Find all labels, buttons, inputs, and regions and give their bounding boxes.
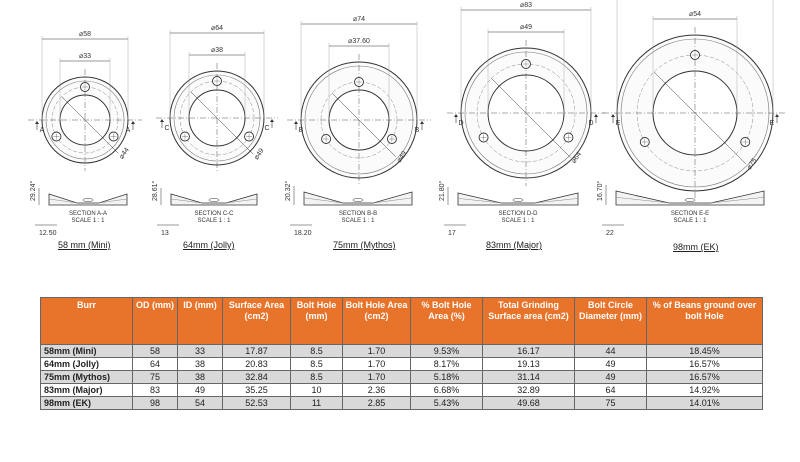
section-marker-letter: B xyxy=(298,127,304,134)
id-dimension-label: ⌀37.60 xyxy=(348,38,370,45)
od-dimension-label: ⌀58 xyxy=(78,31,92,38)
table-cell: 64mm (Jolly) xyxy=(41,358,133,371)
section-marker-letter: E xyxy=(769,120,775,127)
table-cell: 19.13 xyxy=(483,358,575,371)
bolt-circle-label: ⌀49 xyxy=(395,150,409,165)
section-bore xyxy=(353,198,363,201)
table-cell: 11 xyxy=(291,397,343,410)
table-header-row xyxy=(41,298,763,345)
section-arrow-head xyxy=(775,114,779,117)
id-dimension-label: ⌀38 xyxy=(210,47,224,54)
section-scale: SCALE 1 : 1 xyxy=(501,218,535,224)
bolt-circle-label: ⌀75 xyxy=(745,157,759,172)
section-title: SECTION D-D xyxy=(498,211,538,217)
section-scale: SCALE 1 : 1 xyxy=(71,218,105,224)
table-cell: 49 xyxy=(575,358,647,371)
table-cell: 1.70 xyxy=(343,371,411,384)
table-cell: 49 xyxy=(575,371,647,384)
table-row xyxy=(41,397,763,410)
column-header: Bolt Hole (mm) xyxy=(291,298,343,345)
burr-caption: 58 mm (Mini) xyxy=(58,240,111,250)
bolt-circle-label: ⌀44 xyxy=(118,146,131,161)
table-cell: 17.87 xyxy=(223,345,291,358)
section-marker-letter: D xyxy=(458,120,464,127)
section-marker-letter: C xyxy=(164,125,170,132)
section-title: SECTION A-A xyxy=(68,211,108,217)
table-cell: 49 xyxy=(178,384,223,397)
angle-dimension-label: 16.70° xyxy=(597,180,604,201)
column-header: Bolt Hole Area (cm2) xyxy=(343,298,411,345)
section-arrow-head xyxy=(611,114,615,117)
table-row xyxy=(41,345,763,358)
angle-dimension-label: 21.80° xyxy=(439,180,446,201)
table-row xyxy=(41,384,763,397)
id-dimension-label: ⌀49 xyxy=(519,24,533,31)
table-cell: 98 xyxy=(133,397,178,410)
section-bore xyxy=(685,198,695,201)
column-header: Bolt Circle Diameter (mm) xyxy=(575,298,647,345)
od-dimension-label: ⌀83 xyxy=(519,2,533,9)
table-cell: 54 xyxy=(178,397,223,410)
table-cell: 8.5 xyxy=(291,345,343,358)
od-dimension-label: ⌀74 xyxy=(352,16,366,23)
table-cell: 58 xyxy=(133,345,178,358)
table-cell: 9.53% xyxy=(411,345,483,358)
table-cell: 18.45% xyxy=(647,345,763,358)
table-cell: 52.53 xyxy=(223,397,291,410)
section-marker-letter: C xyxy=(264,125,270,132)
burr-spec-table xyxy=(40,297,763,410)
table-cell: 5.18% xyxy=(411,371,483,384)
section-scale: SCALE 1 : 1 xyxy=(673,218,707,224)
burr-caption: 83mm (Major) xyxy=(486,240,543,250)
table-cell: 58mm (Mini) xyxy=(41,345,133,358)
angle-dimension-label: 29.24° xyxy=(30,180,37,201)
table-cell: 75mm (Mythos) xyxy=(41,371,133,384)
table-cell: 8.17% xyxy=(411,358,483,371)
table-row xyxy=(41,358,763,371)
table-cell: 20.83 xyxy=(223,358,291,371)
height-dimension-label: 22 xyxy=(606,230,614,237)
height-dimension-label: 13 xyxy=(161,230,169,237)
height-dimension-label: 12.50 xyxy=(39,230,57,237)
burr-caption: 98mm (EK) xyxy=(673,242,719,252)
column-header: Surface Area (cm2) xyxy=(223,298,291,345)
table-cell: 33 xyxy=(178,345,223,358)
section-profile xyxy=(49,194,127,205)
column-header: % Bolt Hole Area (%) xyxy=(411,298,483,345)
column-header: % of Beans ground over bolt Hole xyxy=(647,298,763,345)
table-row xyxy=(41,371,763,384)
table-cell: 64 xyxy=(133,358,178,371)
burr-caption: 64mm (Jolly) xyxy=(183,240,235,250)
table-cell: 5.43% xyxy=(411,397,483,410)
section-profile xyxy=(616,191,764,205)
table-cell: 98mm (EK) xyxy=(41,397,133,410)
section-bore xyxy=(209,198,219,201)
section-arrow-head xyxy=(270,119,274,122)
section-profile xyxy=(458,193,578,205)
table-cell: 14.92% xyxy=(647,384,763,397)
column-header: ID (mm) xyxy=(178,298,223,345)
table-cell: 44 xyxy=(575,345,647,358)
section-scale: SCALE 1 : 1 xyxy=(197,218,231,224)
od-dimension-label: ⌀64 xyxy=(210,25,224,32)
table-cell: 14.01% xyxy=(647,397,763,410)
table-cell: 1.70 xyxy=(343,345,411,358)
section-marker-letter: A xyxy=(125,127,131,134)
table-cell: 83mm (Major) xyxy=(41,384,133,397)
section-arrow-head xyxy=(594,114,598,117)
section-marker-letter: A xyxy=(39,127,45,134)
table-cell: 8.5 xyxy=(291,371,343,384)
id-dimension-label: ⌀54 xyxy=(688,11,702,18)
section-arrow-head xyxy=(160,119,164,122)
table-cell: 8.5 xyxy=(291,358,343,371)
bolt-circle-label: ⌀64 xyxy=(570,150,584,165)
table-cell: 1.70 xyxy=(343,358,411,371)
section-scale: SCALE 1 : 1 xyxy=(341,218,375,224)
section-bore xyxy=(513,198,523,201)
table-cell: 38 xyxy=(178,371,223,384)
section-title: SECTION B-B xyxy=(338,211,378,217)
bolt-circle-label: ⌀49 xyxy=(253,147,266,162)
section-marker-letter: E xyxy=(615,120,621,127)
angle-dimension-label: 28.61° xyxy=(152,180,159,201)
column-header: Total Grinding Surface area (cm2) xyxy=(483,298,575,345)
table-cell: 64 xyxy=(575,384,647,397)
table-cell: 75 xyxy=(133,371,178,384)
section-bore xyxy=(83,198,93,201)
section-arrow-head xyxy=(131,121,135,124)
table-cell: 2.36 xyxy=(343,384,411,397)
section-marker-letter: B xyxy=(414,127,420,134)
section-arrow-head xyxy=(294,121,298,124)
section-arrow-head xyxy=(420,121,424,124)
section-title: SECTION C-C xyxy=(194,211,234,217)
column-header: Burr xyxy=(41,298,133,345)
table-cell: 10 xyxy=(291,384,343,397)
table-cell: 2.85 xyxy=(343,397,411,410)
table-cell: 75 xyxy=(575,397,647,410)
table-cell: 32.84 xyxy=(223,371,291,384)
table-cell: 6.68% xyxy=(411,384,483,397)
table-cell: 49.68 xyxy=(483,397,575,410)
burr-caption: 75mm (Mythos) xyxy=(333,240,396,250)
height-dimension-label: 18.20 xyxy=(294,230,312,237)
table-cell: 16.57% xyxy=(647,371,763,384)
section-title: SECTION E-E xyxy=(670,211,710,217)
table-cell: 16.17 xyxy=(483,345,575,358)
table-cell: 32.89 xyxy=(483,384,575,397)
table-cell: 35.25 xyxy=(223,384,291,397)
section-arrow-head xyxy=(35,121,39,124)
id-dimension-label: ⌀33 xyxy=(78,53,92,60)
section-marker-letter: D xyxy=(588,120,594,127)
column-header: OD (mm) xyxy=(133,298,178,345)
section-arrow-head xyxy=(454,114,458,117)
angle-dimension-label: 20.32° xyxy=(285,180,292,201)
table-cell: 83 xyxy=(133,384,178,397)
table-cell: 16.57% xyxy=(647,358,763,371)
height-dimension-label: 17 xyxy=(448,230,456,237)
table-cell: 31.14 xyxy=(483,371,575,384)
section-profile xyxy=(171,194,257,205)
table-cell: 38 xyxy=(178,358,223,371)
